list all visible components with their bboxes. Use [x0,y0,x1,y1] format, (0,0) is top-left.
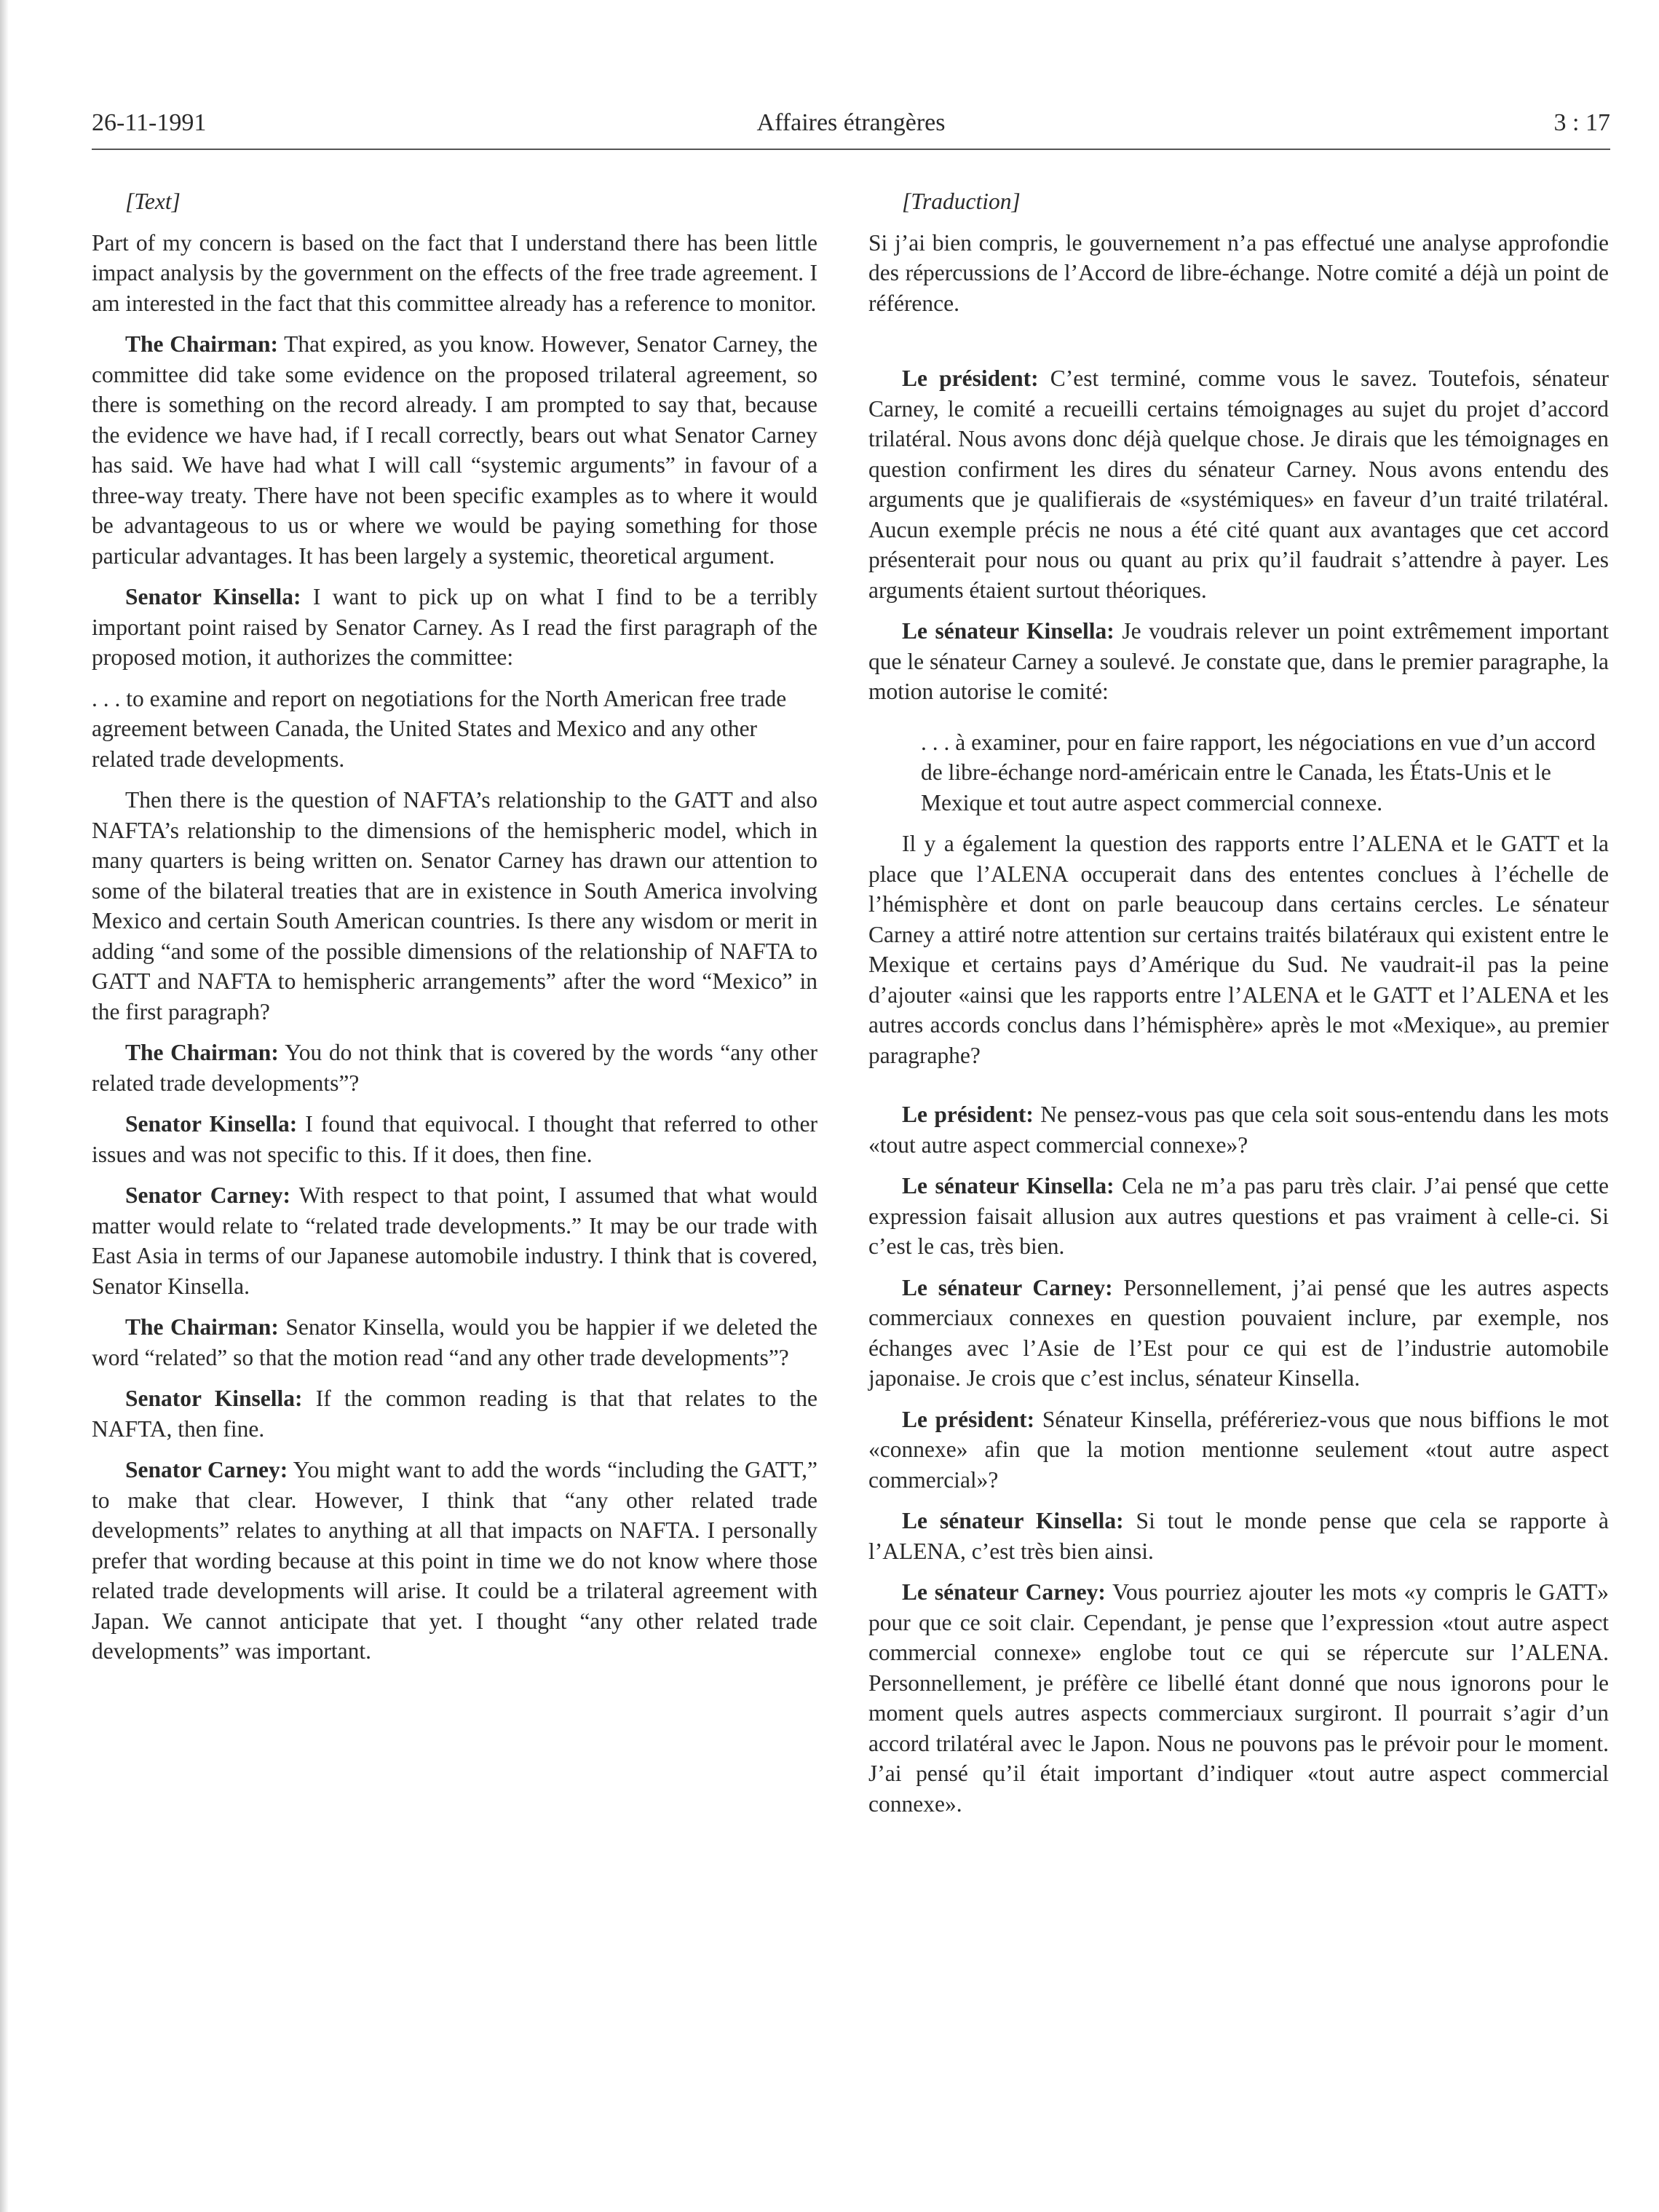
english-paragraph [92,329,817,571]
english-column [92,186,817,1678]
paragraph-text: Il y a également la question des rapports entre l’ALENA et le GATT et la place que l’ALENA occuperait dans des ententes conclues à l’échelle de l’hémisphère et dont on parle beaucoup dans certains cercles. Le sénateur Carney a attiré notre attention sur certains traités bilatéraux qui existent entre le Mexique et certains pays d’Amérique du Sud. Ne vaudrait-il pas la peine d’ajouter «ainsi que les rapports entre l’ALENA et le GATT et l’ALENA et les autres accords conclus dans l’hémisphère» après le mot «Mexique», au premier paragraphe? [868,831,1609,1068]
english-paragraph [92,1109,817,1169]
english-paragraph [92,1038,817,1098]
page-edge-shadow [0,0,9,2212]
speaker-name: Le sénateur Carney: [902,1274,1113,1300]
speaker-name: Senator Kinsella: [125,1111,298,1137]
paragraph-text: Cela ne m’a pas paru très clair. J’ai pensé que cette expression faisait allusion aux autres questions et pas vraiment à celle-ci. Si c’est le cas, très bien. [868,1173,1609,1259]
paragraph-text: Je voudrais relever un point extrêmement important que le sénateur Carney a soulevé. Je constate que, dans le premier paragraphe, la motion autorise le comité: [868,618,1609,704]
running-header [92,109,1610,146]
french-paragraph [868,1577,1609,1819]
paragraph-text: Then there is the question of NAFTA’s relationship to the GATT and also NAFTA’s relationship to the dimensions of the hemispheric model, which in many quarters is being written on. Senator Carney has drawn our attention to some of the bilateral treaties that are in existence in South America involving Mexico and certain South American countries. Is there any wisdom or merit in adding “and some of the possible dimensions of the relationship of NAFTA to GATT and NAFTA to hemispheric arrangements” after the word “Mexico” in the first paragraph? [92,787,817,1024]
paragraph-text: If the common reading is that that relates to the NAFTA, then fine. [92,1386,817,1442]
french-paragraph [868,1506,1609,1566]
french-paragraph [868,1099,1609,1160]
french-paragraph [868,1405,1609,1496]
speaker-name: Senator Carney: [125,1182,290,1208]
paragraph-text: Personnellement, j’ai pensé que les autres aspects commerciaux connexes en question pouvaient inclure, par exemple, nos échanges avec l’Asie de l’Est pour ce qui est de l’industrie automobile japonaise. Je crois que c’est inclus, sénateur Kinsella. [868,1274,1609,1391]
speaker-name: Le sénateur Carney: [902,1579,1106,1605]
speaker-name: Le sénateur Kinsella: [902,1508,1124,1533]
speaker-name: The Chairman: [125,331,278,357]
english-motion-quote [92,684,817,775]
english-paragraph [92,1312,817,1372]
speaker-name: Senator Carney: [125,1457,288,1482]
paragraph-text: Sénateur Kinsella, préféreriez-vous que nous biffions le mot «connexe» afin que la motion mentionne seulement «tout autre aspect commercial»? [868,1406,1609,1493]
speaker-name: Le sénateur Kinsella: [902,618,1114,644]
speaker-name: Senator Kinsella: [125,584,301,609]
paragraph-text: You might want to add the words “including the GATT,” to make that clear. However, I think that “any other related trade developments” relates to anything at all that impacts on NAFTA. I personally prefer that wording because at this point in time we do not know where those related trade developments will arise. It could be a trilateral agreement with Japan. We cannot anticipate that yet. I thought “any other related trade developments” was important. [92,1457,817,1664]
french-column [868,186,1609,1830]
paragraph-text: Senator Kinsella, would you be happier if we deleted the word “related” so that the motion read “and any other trade developments”? [92,1314,817,1370]
speaker-name: The Chairman: [125,1040,279,1065]
paragraph-text: I want to pick up on what I find to be a terribly important point raised by Senator Carney. As I read the first paragraph of the proposed motion, it authorizes the committee: [92,584,817,670]
paragraph-text: I found that equivocal. I thought that referred to other issues and was not specific to this. If it does, then fine. [92,1111,817,1167]
french-motion-quote [921,727,1609,818]
paragraph-text: Si j’ai bien compris, le gouvernement n’a pas effectué une analyse approfondie des répercussions de l’Accord de libre-échange. Notre comité a déjà un point de référence. [868,229,1609,316]
paragraph-text: With respect to that point, I assumed that what would matter would relate to “related trade developments.” It may be our trade with East Asia in terms of our Japanese automobile industry. I think that is covered, Senator Kinsella. [92,1182,818,1299]
speaker-name: Le président: [902,1406,1035,1432]
speaker-name: Le sénateur Kinsella: [902,1173,1114,1198]
speaker-name: The Chairman: [125,1314,279,1340]
english-paragraph [92,228,817,319]
paragraph-text: That expired, as you know. However, Senator Carney, the committee did take some evidence on the proposed trilateral agreement, so there is something on the record already. I am prompted to say that, because the evidence we have had, if I recall correctly, bears out what Senator Carney has said. We have had what I will call “systemic arguments” in favour of a three-way treaty. There have not been specific examples as to where it would be advantageous to us or where we would be paying something for those particular advantages. It has been largely a systemic, theoretical argument. [92,331,817,569]
paragraph-text: Si tout le monde pense que cela se rapporte à l’ALENA, c’est très bien ainsi. [868,1508,1609,1564]
french-paragraph [868,1171,1609,1262]
french-section-label: [Traduction] [902,189,1021,214]
paragraph-text: Ne pensez-vous pas que cela soit sous-entendu dans les mots «tout autre aspect commercial connexe»? [868,1102,1609,1158]
french-paragraph [868,616,1609,707]
paragraph-text: You do not think that is covered by the words “any other related trade developments”? [92,1040,817,1096]
french-paragraph [868,363,1609,605]
english-paragraph [92,785,817,1027]
english-paragraph [92,1383,817,1444]
speaker-name: Senator Kinsella: [125,1386,303,1411]
header-page-number: 3 : 17 [1553,109,1610,136]
paragraph-text: C’est terminé, comme vous le savez. Toutefois, sénateur Carney, le comité a recueilli certains témoignages au sujet du projet d’accord trilatéral. Nous avons donc déjà quelque chose. Je dirais que les témoignages en question confirment les dires du sénateur Carney. Nous avons entendu des arguments que je qualifierais de «systémiques» en faveur d’un traité trilatéral. Aucun exemple précis ne nous a été cité quant aux avantages que cet accord présenterait pour nous ou quant au prix qu’il faudrait s’attendre à payer. Les arguments étaient surtout théoriques. [868,366,1609,603]
header-date: 26-11-1991 [92,109,207,136]
english-paragraph [92,1180,817,1301]
quote-text: . . . to examine and report on negotiations for the North American free trade agreement between Canada, the United States and Mexico and any other related trade developments. [92,685,787,772]
speaker-name: Le président: [902,1102,1034,1127]
paragraph-text: Vous pourriez ajouter les mots «y compris le GATT» pour que ce soit clair. Cependant, je pense que l’expression «tout autre aspect commercial connexe» englobe tout ce qui se répercute sur l’ALENA. Personnellement, je préfère ce libellé étant donné que nous ignorons pour le moment quels autres aspects commerciaux surgiront. Il pourrait s’agir d’un accord trilatéral avec le Japon. Nous ne pouvons pas le prévoir pour le moment. J’ai pensé qu’il était important d’indiquer «tout autre aspect commercial connexe». [868,1579,1609,1817]
english-section-label: [Text] [125,189,181,214]
speaker-name: Le président: [902,366,1039,391]
paragraph-text: Part of my concern is based on the fact that I understand there has been little impact analysis by the government on the effects of the free trade agreement. I am interested in the fact that this committee already has a reference to monitor. [92,229,817,316]
french-paragraph [868,829,1609,1070]
header-title: Affaires étrangères [756,109,946,136]
english-paragraph [92,1455,817,1667]
english-paragraph [92,582,817,673]
french-paragraph [868,1273,1609,1394]
french-paragraph [868,228,1609,319]
quote-text: . . . à examiner, pour en faire rapport, les négociations en vue d’un accord de libre-échange nord-américain entre le Canada, les États-Unis et le Mexique et tout autre aspect commercial connexe. [921,729,1596,815]
header-rule [92,149,1610,150]
